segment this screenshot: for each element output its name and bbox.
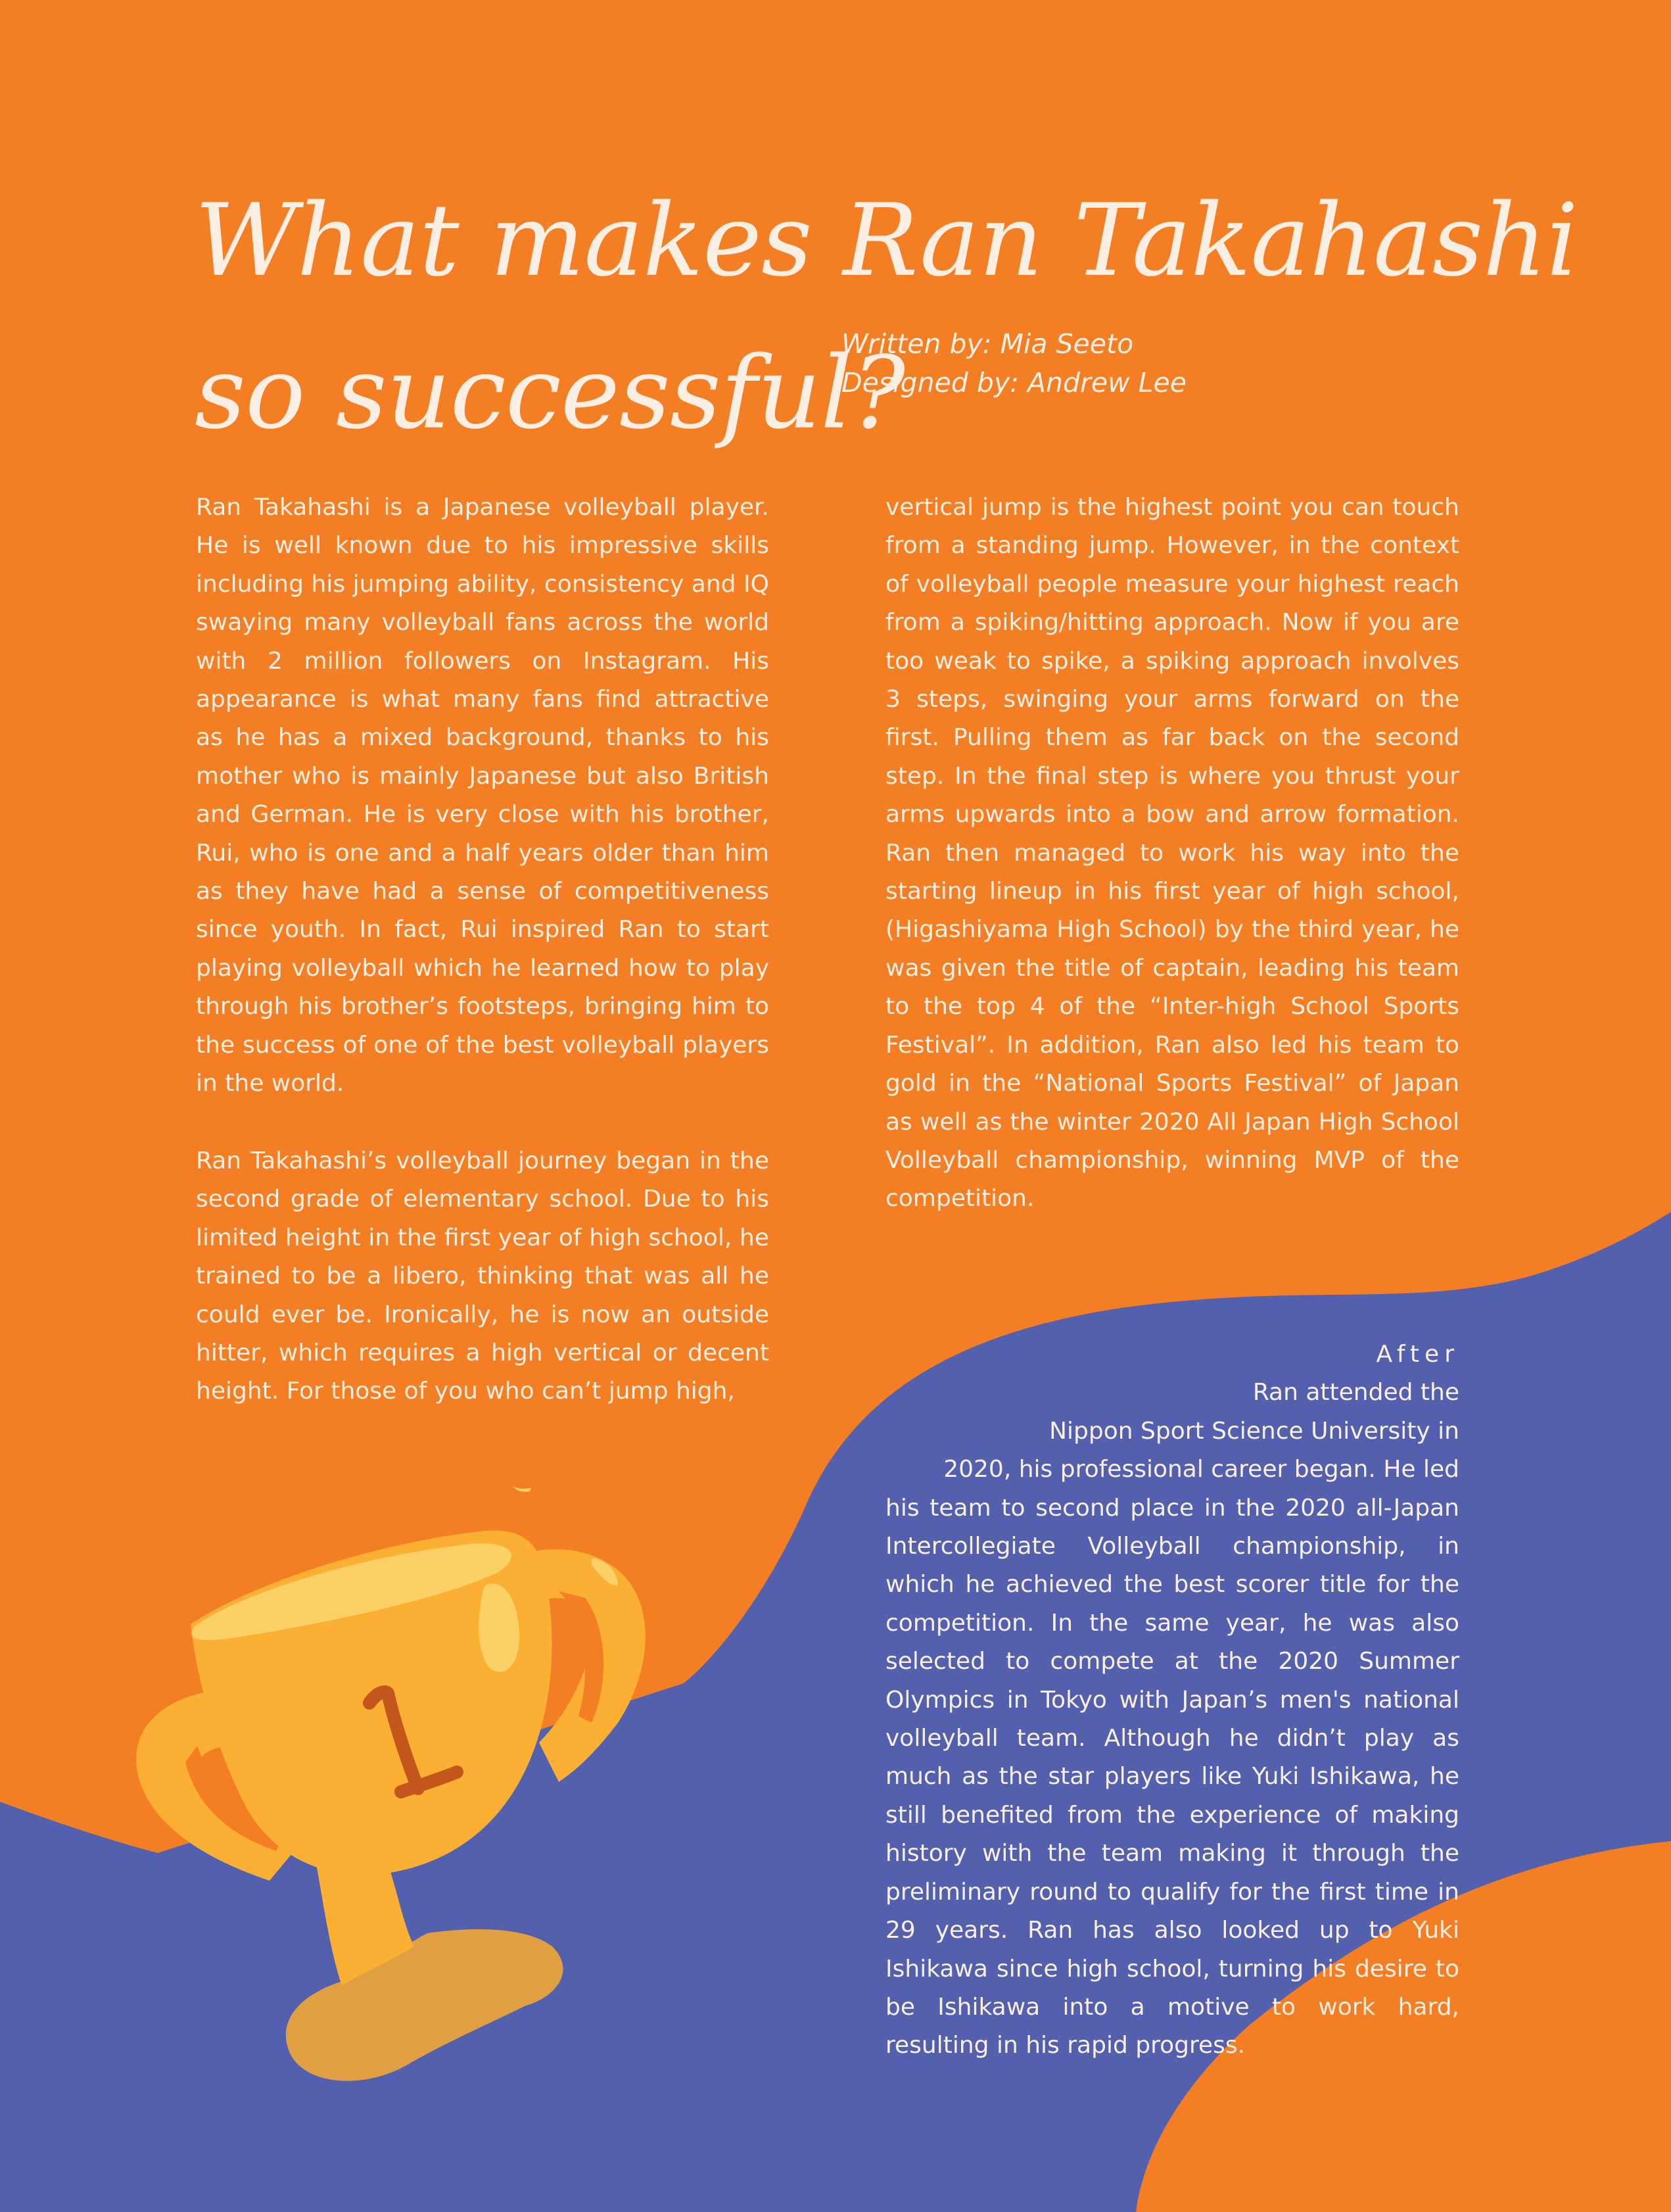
article-title [195,164,1578,469]
title-line-1: What makes Ran Takahashi [195,182,1578,299]
career-line-after: After [1376,1341,1459,1368]
career-line-2: Ran attended the [1252,1379,1459,1407]
title-line-2: so successful? [195,335,905,451]
paragraph-journey: Ran Takahashi’s volleyball journey began in the second grade of elementary school. Due to his limited height in the first year of high school, he trained to be a libero, thinking that was all he could ever be. Ironically, he is now an outside hitter, which requires a high vertical or decent height. For those of you who can’t jump high, [196,1147,769,1405]
career-body: his team to second place in the 2020 all-Japan Intercollegiate Volleyball championship, in which he achieved the best scorer title for the competition. In the same year, he was also selected to compete at the 2020 Summer Olympics in Tokyo with Japan’s men's national volleyball team. Although he didn’t play as much as the star players like Yuki Ishikawa, he still benefited from the experience of making history with the team making it through the preliminary round to qualify for the first time in 29 years. Ran has also looked up to Yuki Ishikawa since high school, turning his desire to be Ishikawa into a motive to work hard, resulting in his rapid progress. [885,1494,1459,2059]
paragraph-intro: Ran Takahashi is a Japanese volleyball player. He is well known due to his impressive skills including his jumping ability, consistency and IQ swaying many volleyball fans across the world with 2 million followers on Instagram. His appearance is what many fans find attractive as he has a mixed background, thanks to his mother who is mainly Japanese but also British and German. He is very close with his brother, Rui, who is one and a half years older than him as they have had a sense of competitiveness since youth. In fact, Rui inspired Ran to start playing volleyball which he learned how to play through his brother’s footsteps, bringing him to the success of one of the best volleyball players in the world. [196,494,769,1097]
paragraph-career [885,1335,1459,2065]
designer-credit: Designed by: Andrew Lee [841,367,1187,398]
trophy-icon [131,1473,710,2091]
trophy-base [286,1929,563,2081]
paragraph-vertical-jump: vertical jump is the highest point you can touch from a standing jump. However, in the context of volleyball people measure your highest reach from a spiking/hitting approach. Now if you are too weak to spike, a spiking approach involves 3 steps, swinging your arms forward on the first. Pulling them as far back on the second step. In the final step is where you thrust your arms upwards into a bow and arrow formation. Ran then managed to work his way into the starting lineup in his first year of high school, (Higashiyama High School) by the third year, he was given the title of captain, leading his team to the top 4 of the “Inter-high School Sports Festival”. In addition, Ran also led his team to gold in the “National Sports Festival” of Japan as well as the winter 2020 All Japan High School Volleyball championship, winning MVP of the competition. [885,494,1459,1213]
career-line-3: Nippon Sport Science University in [1049,1417,1459,1445]
trophy-sparkle [513,1486,531,1492]
article-credits [841,325,1187,402]
career-line-4: 2020, his professional career began. He led [943,1456,1459,1483]
author-credit: Written by: Mia Seeto [841,328,1134,360]
